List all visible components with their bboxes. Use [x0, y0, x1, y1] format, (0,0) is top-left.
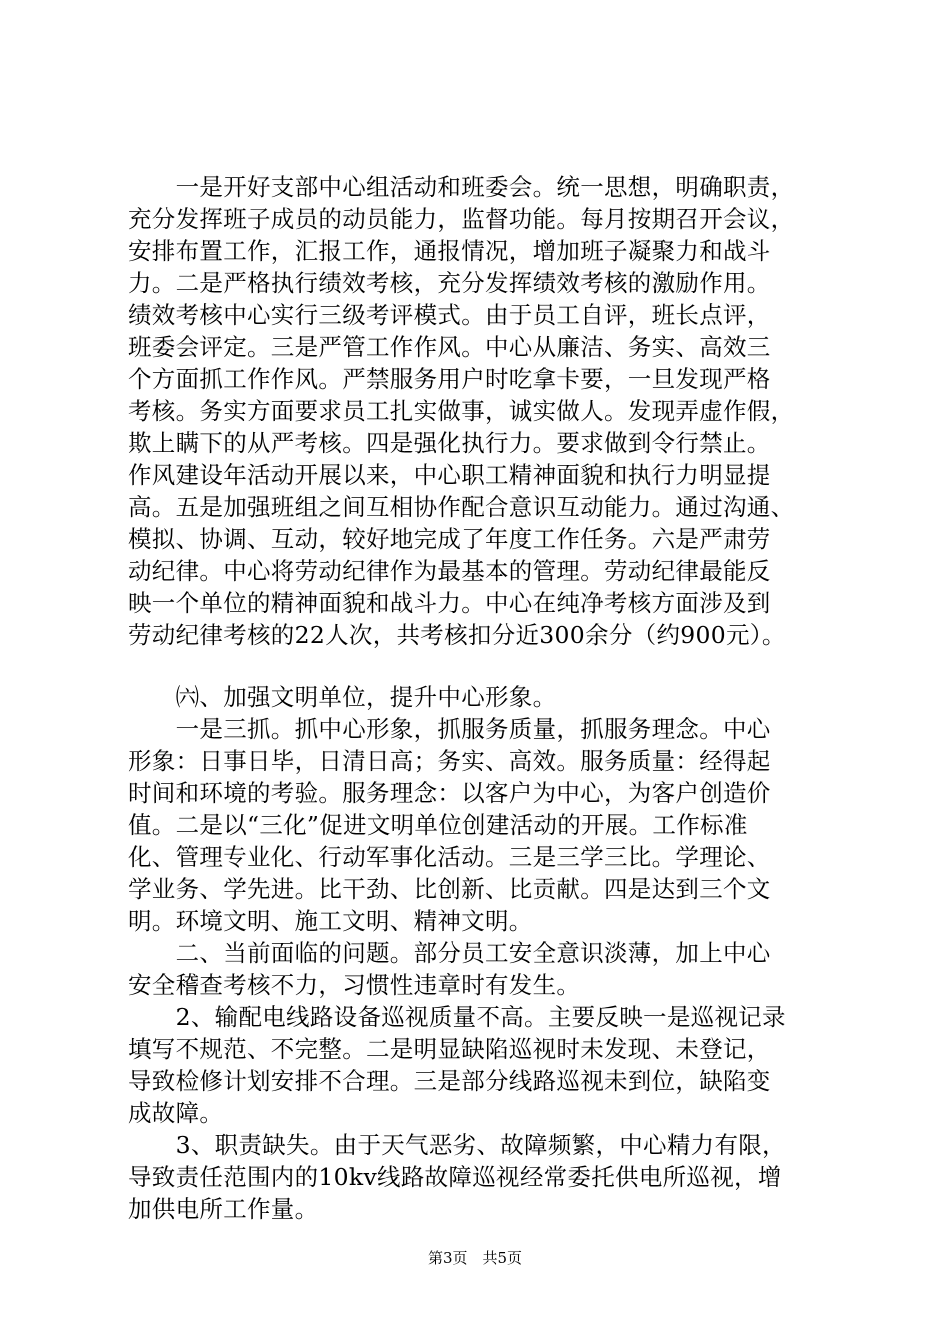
text-line-27: 填写不规范、不完整。二是明显缺陷巡视时未发现、未登记，	[128, 1035, 771, 1063]
text-line-11: 高。五是加强班组之间互相协作配合意识互动能力。通过沟通、	[128, 493, 795, 521]
text-line-29: 成故障。	[128, 1099, 224, 1127]
text-line-30: 3、职责缺失。由于天气恶劣、故障频繁，中心精力有限，	[128, 1131, 786, 1159]
text-line-19: 时间和环境的考验。服务理念：以客户为中心，为客户创造价	[128, 779, 771, 807]
text-line-24: 二、当前面临的问题。部分员工安全意识淡薄，加上中心	[128, 939, 771, 967]
text-line-31: 导致责任范围内的10kv线路故障巡视经常委托供电所巡视，增	[128, 1163, 782, 1191]
text-line-5: 绩效考核中心实行三级考评模式。由于员工自评，班长点评，	[128, 301, 771, 329]
text-line-1: 一是开好支部中心组活动和班委会。统一思想，明确职责，	[128, 173, 795, 201]
text-line-8: 考核。务实方面要求员工扎实做事，诚实做人。发现弄虚作假，	[128, 397, 795, 425]
text-line-7: 个方面抓工作作风。严禁服务用户时吃拿卡要，一旦发现严格	[128, 365, 771, 393]
text-line-32: 加供电所工作量。	[128, 1195, 319, 1223]
text-line-26: 2、输配电线路设备巡视质量不高。主要反映一是巡视记录	[128, 1003, 786, 1031]
text-line-6: 班委会评定。三是严管工作作风。中心从廉洁、务实、高效三	[128, 333, 771, 361]
text-line-25: 安全稽查考核不力，习惯性违章时有发生。	[128, 971, 581, 999]
text-line-28: 导致检修计划安排不合理。三是部分线路巡视未到位，缺陷变	[128, 1067, 771, 1095]
text-line-20: 值。二是以“三化”促进文明单位创建活动的开展。工作标准	[128, 811, 748, 839]
text-line-21: 化、管理专业化、行动军事化活动。三是三学三比。学理论、	[128, 843, 771, 871]
text-line-13: 动纪律。中心将劳动纪律作为最基本的管理。劳动纪律最能反	[128, 557, 771, 585]
section-heading: ㈥、加强文明单位，提升中心形象。	[128, 683, 557, 711]
page-footer: 第3页 共5页	[427, 1249, 523, 1267]
text-line-10: 作风建设年活动开展以来，中心职工精神面貌和执行力明显提	[128, 461, 771, 489]
text-line-2: 充分发挥班子成员的动员能力，监督功能。每月按期召开会议，	[128, 205, 795, 233]
text-line-12: 模拟、协调、互动，较好地完成了年度工作任务。六是严肃劳	[128, 525, 771, 553]
text-line-4: 力。二是严格执行绩效考核，充分发挥绩效考核的激励作用。	[128, 269, 771, 297]
text-line-17: 一是三抓。抓中心形象，抓服务质量，抓服务理念。中心	[128, 715, 771, 743]
text-line-23: 明。环境文明、施工文明、精神文明。	[128, 907, 533, 935]
text-line-18: 形象：日事日毕，日清日高；务实、高效。服务质量：经得起	[128, 747, 771, 775]
text-line-15: 劳动纪律考核的22人次，共考核扣分近300余分（约900元）。	[128, 621, 786, 649]
text-line-14: 映一个单位的精神面貌和战斗力。中心在纯净考核方面涉及到	[128, 589, 771, 617]
text-line-22: 学业务、学先进。比干劲、比创新、比贡献。四是达到三个文	[128, 875, 771, 903]
text-line-9: 欺上瞒下的从严考核。四是强化执行力。要求做到令行禁止。	[128, 429, 771, 457]
text-line-3: 安排布置工作，汇报工作，通报情况，增加班子凝聚力和战斗	[128, 237, 771, 265]
